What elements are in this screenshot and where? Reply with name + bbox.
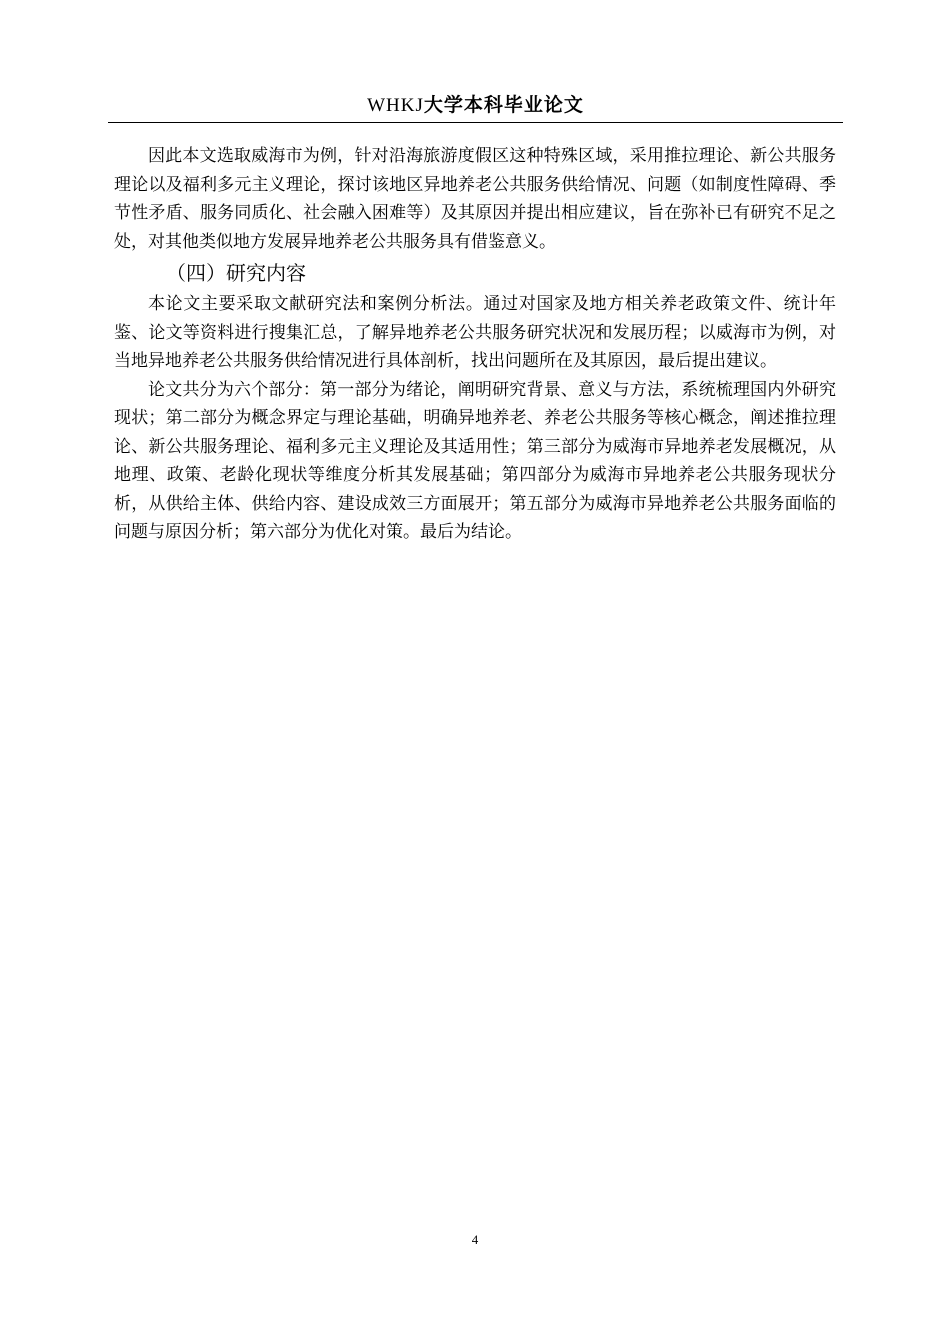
section-heading: （四）研究内容 bbox=[166, 261, 306, 285]
document-body bbox=[114, 142, 836, 547]
header-title: 大学本科毕业论文 bbox=[423, 94, 584, 116]
header-rule bbox=[108, 122, 843, 123]
paragraph-research-methods: 本论文主要采取文献研究法和案例分析法。通过对国家及地方相关养老政策文件、统计年鉴、论文等资料进行搜集汇总，了解异地养老公共服务研究状况和发展历程；以威海市为例，对当地异地养老公共服务供给情况进行具体剖析，找出问题所在及其原因，最后提出建议。 bbox=[114, 294, 836, 371]
header-prefix: WHKJ bbox=[367, 95, 424, 116]
page-number: 4 bbox=[471, 1232, 479, 1247]
running-header bbox=[108, 92, 843, 119]
paragraph-thesis-structure: 论文共分为六个部分：第一部分为绪论，阐明研究背景、意义与方法，系统梳理国内外研究现状；第二部分为概念界定与理论基础，明确异地养老、养老公共服务等核心概念，阐述推拉理论、新公共服务理论、福利多元主义理论及其适用性；第三部分为威海市异地养老发展概况，从地理、政策、老龄化现状等维度分析其发展基础；第四部分为威海市异地养老公共服务现状分析，从供给主体、供给内容、建设成效三方面展开；第五部分为威海市异地养老公共服务面临的问题与原因分析；第六部分为优化对策。最后为结论。 bbox=[114, 379, 836, 542]
paragraph-research-rationale: 因此本文选取威海市为例，针对沿海旅游度假区这种特殊区域，采用推拉理论、新公共服务理论以及福利多元主义理论，探讨该地区异地养老公共服务供给情况、问题（如制度性障碍、季节性矛盾、服务同质化、社会融入困难等）及其原因并提出相应建议，旨在弥补已有研究不足之处，对其他类似地方发展异地养老公共服务具有借鉴意义。 bbox=[114, 146, 836, 252]
